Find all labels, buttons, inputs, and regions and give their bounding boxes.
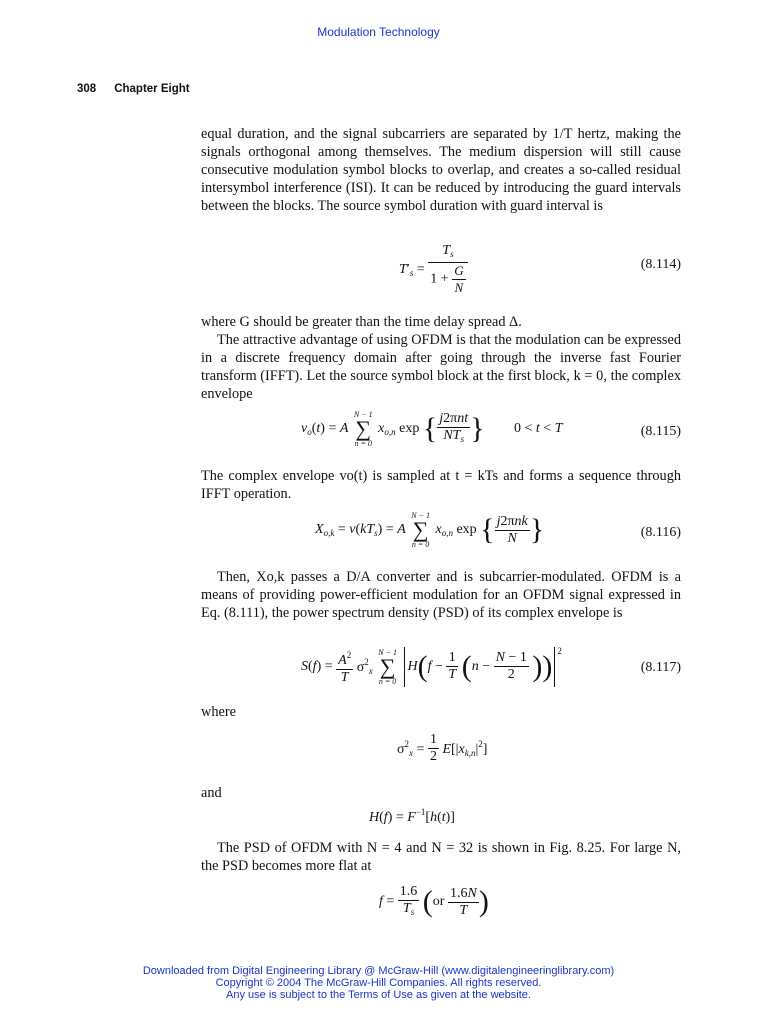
paragraph-1: equal duration, and the signal subcarriers are separated by 1/T hertz, making the signals orthogonal among themselves. The medium dispersion will still cause consecutive modulation symbol blocks to overlap, and creates a so-called residual intersymbol interference (ISI). It can be reduced by introducing the guard intervals between the blocks. The source symbol duration with guard interval is: [201, 126, 681, 214]
equation-8-114-body: $T'_s$ = $T_s$ 1 + $\frac{G}{N}$: [399, 243, 468, 296]
equation-8-115: [201, 410, 681, 456]
download-notice-line-1: Downloaded from Digital Engineering Library @ McGraw-Hill (www.digitalengineeringlibrary.com): [142, 965, 615, 977]
paragraph-3: The attractive advantage of using OFDM is that the modulation can be expressed in a discrete frequency domain after going through the inverse fast Fourier transform (IFFT). Let the source symbol block at the first block, k = 0, the complex envelope: [201, 332, 681, 402]
equation-sigma-body: $\sigma^2_x$ = $\frac{1}{2}$ $E[|x_{k,n}|^2]$: [397, 732, 488, 764]
paragraph-4: The complex envelope vo(t) is sampled at t = kTs and forms a sequence through IFFT operation.: [201, 468, 681, 502]
equation-number-8-115: (8.115): [640, 424, 681, 439]
equation-number-8-114: (8.114): [640, 257, 681, 272]
equation-8-115-body: $v_o(t) = A$ N − 1 ∑ n = 0 $x_{o,n}$ exp { $\frac{\text{j2πnt}}{NT_s}$ } 0 < t < T: [301, 410, 563, 448]
equation-8-116: [201, 511, 681, 557]
equation-flat-frequency-body: f = $\frac{1.6}{T_s}$ (or $\frac{1.6N}{T}$ ): [379, 884, 489, 918]
equation-number-8-116: (8.116): [640, 525, 681, 540]
label-and: and: [201, 785, 222, 801]
equation-8-117: [201, 646, 681, 694]
equation-transfer-definition: [201, 807, 681, 827]
chapter-title: Chapter Eight: [114, 83, 190, 95]
equation-8-114: [201, 243, 681, 303]
page-running-head: [77, 83, 190, 95]
download-notice: [0, 965, 757, 1001]
running-title: Modulation Technology: [317, 25, 440, 39]
paragraph-5: Then, Xo,k passes a D/A converter and is subcarrier-modulated. OFDM is a means of providing power-efficient modulation for an OFDM signal expressed in Eq. (8.111), the power spectrum density (PSD) of its complex envelope is: [201, 569, 681, 621]
equation-flat-frequency: [201, 884, 681, 926]
label-where: where: [201, 704, 236, 720]
page-number: 308: [77, 83, 97, 95]
equation-sigma-definition: [201, 732, 681, 772]
equation-8-117-body: S(f) = $\frac{A^2}{T}$ $\sigma^2_x$ N − 1 ∑ n = 0 H(f − $\frac{1}{T}$ (n − $\frac{N - 1}{2}$ )) $^2$: [301, 646, 562, 686]
equation-transfer-body: $H(f) = F^{-1}[h(t)]$: [369, 807, 455, 825]
download-notice-line-2: Copyright © 2004 The McGraw-Hill Companies. All rights reserved.: [215, 977, 542, 989]
paragraph-2: where G should be greater than the time delay spread Δ.: [201, 314, 522, 330]
equation-8-116-body: $X_{o,k} = v(kT_s) = A$ N − 1 ∑ n = 0 $x_{o,n}$ exp { $\frac{\text{j2πnk}}{N}$ }: [315, 511, 545, 549]
download-notice-line-3: Any use is subject to the Terms of Use as given at the website.: [226, 989, 531, 1001]
equation-number-8-117: (8.117): [640, 660, 681, 675]
paragraph-6: The PSD of OFDM with N = 4 and N = 32 is shown in Fig. 8.25. For large N, the PSD becomes more flat at: [201, 840, 681, 874]
